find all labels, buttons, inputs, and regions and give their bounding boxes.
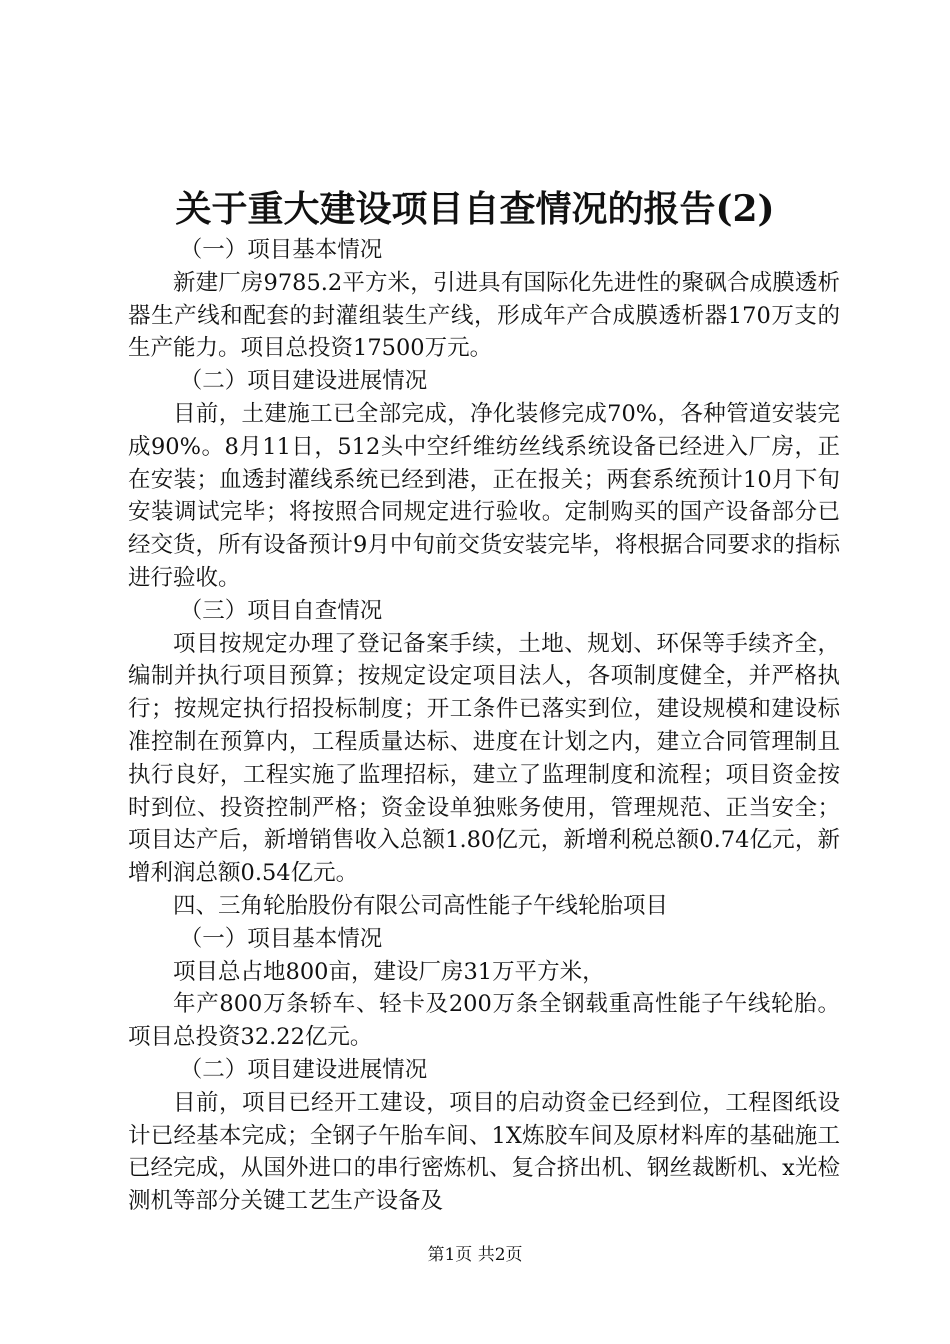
paragraph: 目前，项目已经开工建设，项目的启动资金已经到位，工程图纸设计已经基本完成；全钢子午胎车间、1X炼胶车间及原材料库的基础施工已经完成，从国外进口的串行密炼机、复合挤出机、钢丝裁断机、x光检测机等部分关键工艺生产设备及 bbox=[128, 1089, 840, 1215]
project-heading: 四、三角轮胎股份有限公司高性能子午线轮胎项目 bbox=[173, 892, 669, 919]
section-heading: （一）项目基本情况 bbox=[179, 237, 383, 263]
section-heading: （一）项目基本情况 bbox=[179, 925, 383, 952]
paragraph: 年产800万条轿车、轻卡及200万条全钢载重高性能子午线轮胎。项目总投资32.22亿元。 bbox=[128, 991, 840, 1051]
paragraph: 新建厂房9785.2平方米，引进具有国际化先进性的聚砜合成膜透析器生产线和配套的封灌组装生产线，形成年产合成膜透析器170万支的生产能力。项目总投资17500万元。 bbox=[128, 269, 840, 362]
paragraph: 项目按规定办理了登记备案手续，土地、规划、环保等手续齐全，编制并执行项目预算；按规定设定项目法人，各项制度健全，并严格执行；按规定执行招投标制度；开工条件已落实到位，建设规模和建设标准控制在预算内，工程质量达标、进度在计划之内，建立合同管理制且执行良好，工程实施了监理招标，建立了监理制度和流程；项目资金按时到位、投资控制严格；资金设单独账务使用，管理规范、正当安全；项目达产后，新增销售收入总额1.80亿元，新增利税总额0.74亿元，新增利润总额0.54亿元。 bbox=[128, 630, 840, 887]
document-title: 关于重大建设项目自查情况的报告(2) bbox=[175, 188, 775, 230]
page-footer: 第1页 共2页 bbox=[427, 1245, 523, 1265]
paragraph: 目前，土建施工已全部完成，净化装修完成70%，各种管道安装完成90%。8月11日，512头中空纤维纺丝线系统设备已经进入厂房，正在安装；血透封灌线系统已经到港，正在报关；两套系统预计10月下旬安装调试完毕；将按照合同规定进行验收。定制购买的国产设备部分已经交货，所有设备预计9月中旬前交货安装完毕，将根据合同要求的指标进行验收。 bbox=[128, 400, 840, 591]
paragraph: 项目总占地800亩，建设厂房31万平方米， bbox=[173, 958, 605, 985]
section-heading: （三）项目自查情况 bbox=[179, 597, 383, 624]
section-heading: （二）项目建设进展情况 bbox=[179, 1056, 428, 1083]
document-body bbox=[128, 234, 840, 1218]
section-heading: （二）项目建设进展情况 bbox=[179, 368, 428, 395]
